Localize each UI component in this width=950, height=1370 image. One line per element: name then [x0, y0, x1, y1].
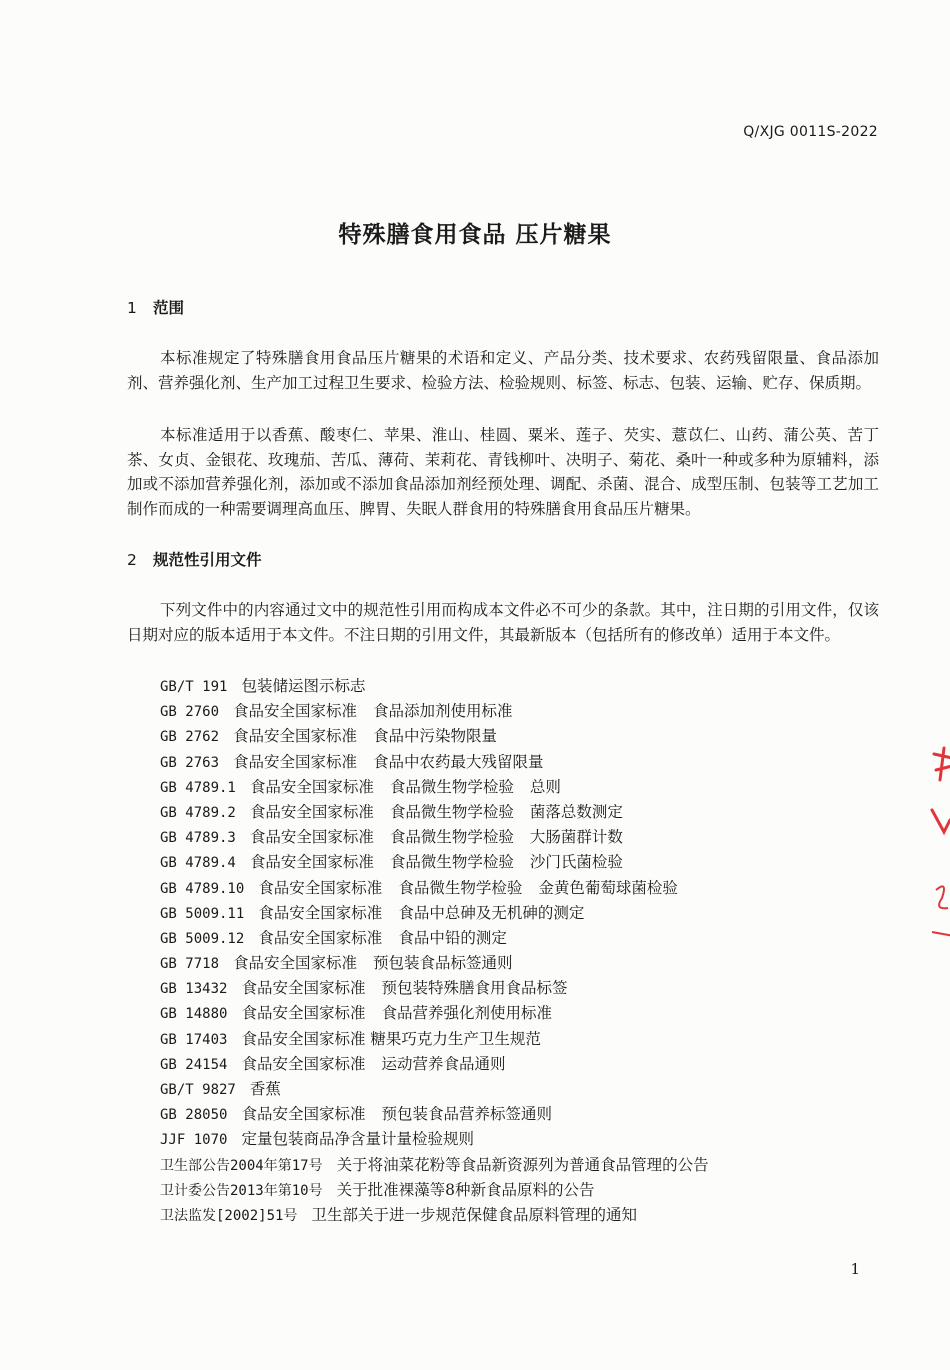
reference-title-part: 食品安全国家标准 — [241, 1054, 366, 1073]
reference-item — [160, 1027, 725, 1052]
reference-title-part: 食品安全国家标准 — [233, 702, 358, 721]
reference-title-part: 食品安全国家标准 — [233, 752, 358, 771]
reference-title-part: 食品安全国家标准 — [233, 727, 358, 746]
reference-code: JJF 1070 — [160, 1132, 228, 1149]
scope-paragraph-1: 本标准规定了特殊膳食用食品压片糖果的术语和定义、产品分类、技术要求、农药残留限量、食品添加剂、营养强化剂、生产加工过程卫生要求、检验方法、检验规则、标签、标志、包装、运输、贮存、保质期。 — [127, 349, 879, 392]
references-intro: 下列文件中的内容通过文中的规范性引用而构成本文件必不可少的条款。其中，注日期的引用文件，仅该日期对应的版本适用于本文件。不注日期的引用文件，其最新版本（包括所有的修改单）适用于本文件。 — [127, 601, 879, 644]
reference-item — [160, 674, 725, 699]
document-title: 特殊膳食用食品 压片糖果 — [338, 222, 612, 248]
reference-code: GB 4789.10 — [160, 880, 245, 897]
reference-item — [160, 951, 725, 976]
reference-code: GB 28050 — [160, 1107, 228, 1124]
reference-item — [160, 901, 725, 926]
reference-item — [160, 1203, 725, 1228]
reference-code: GB 4789.2 — [160, 804, 236, 821]
reference-item — [160, 1001, 725, 1026]
reference-title-part: 食品安全国家标准 — [249, 828, 374, 847]
reference-title-part: 食品中总砷及无机砷的测定 — [398, 903, 585, 922]
reference-title-part: 关于批准裸藻等8种新食品原料的公告 — [336, 1180, 595, 1199]
reference-title-part: 食品添加剂使用标准 — [373, 702, 513, 721]
reference-title-part: 总则 — [529, 777, 561, 796]
reference-title-part: 食品中污染物限量 — [373, 727, 498, 746]
reference-title-part: 食品安全国家标准 — [241, 979, 366, 998]
reference-title-part: 食品安全国家标准 — [241, 1105, 366, 1124]
reference-title-part: 食品安全国家标准 — [258, 903, 383, 922]
section-number: 2 — [127, 551, 137, 569]
reference-title-part: 食品安全国家标准 — [249, 853, 374, 872]
reference-title-part: 食品安全国家标准 — [258, 878, 383, 897]
reference-title-part: 食品安全国家标准 — [249, 777, 374, 796]
reference-title-part: 食品安全国家标准 — [241, 1004, 366, 1023]
reference-code: GB/T 191 — [160, 679, 228, 695]
reference-code: GB 5009.12 — [160, 930, 245, 947]
reference-title-part: 运动营养食品通则 — [381, 1054, 506, 1073]
reference-item — [160, 699, 725, 724]
reference-title-part: 食品微生物学检验 — [389, 853, 514, 872]
reference-item — [160, 1077, 725, 1102]
reference-code: 卫生部公告2004年第17号 — [160, 1157, 323, 1174]
reference-title-part: 食品安全国家标准 — [258, 928, 383, 947]
reference-item — [160, 825, 725, 850]
reference-title-part: 香蕉 — [249, 1080, 281, 1098]
reference-item — [160, 724, 725, 749]
reference-code: GB 17403 — [160, 1031, 228, 1048]
reference-title-part: 食品微生物学检验 — [398, 878, 523, 897]
reference-code: GB 7718 — [160, 956, 220, 973]
reference-code: GB 5009.11 — [160, 905, 245, 922]
reference-item — [160, 1127, 725, 1152]
reference-title-part: 菌落总数测定 — [529, 802, 623, 821]
section-heading-scope — [127, 296, 184, 318]
document-number: Q/XJG 0011S-2022 — [743, 124, 878, 140]
reference-item — [160, 1052, 725, 1077]
reference-code: GB 14880 — [160, 1006, 228, 1023]
reference-title-part: 食品中农药最大残留限量 — [373, 752, 544, 771]
reference-code: 卫法监发[2002]51号 — [160, 1207, 298, 1224]
section-number: 1 — [127, 299, 137, 317]
reference-code: GB 2763 — [160, 754, 220, 771]
reference-item — [160, 1178, 725, 1203]
reference-title-part: 食品安全国家标准 糖果巧克力生产卫生规范 — [241, 1029, 541, 1048]
reference-code: GB 24154 — [160, 1056, 228, 1073]
reference-title-part: 食品微生物学检验 — [389, 802, 514, 821]
reference-list — [160, 674, 725, 1228]
page-number: 1 — [850, 1260, 860, 1278]
reference-item — [160, 976, 725, 1001]
reference-title-part: 包装储运图示标志 — [241, 677, 366, 695]
reference-code: GB/T 9827 — [160, 1082, 236, 1098]
reference-code: GB 2760 — [160, 704, 220, 721]
reference-title-part: 食品中铅的测定 — [398, 928, 507, 947]
reference-item — [160, 775, 725, 800]
reference-title-part: 定量包装商品净含量计量检验规则 — [241, 1130, 474, 1149]
section-heading-references — [127, 548, 262, 570]
reference-code: 卫计委公告2013年第10号 — [160, 1182, 323, 1199]
reference-item — [160, 926, 725, 951]
reference-item — [160, 800, 725, 825]
reference-title-part: 预包装特殊膳食用食品标签 — [381, 979, 568, 998]
reference-item — [160, 1102, 725, 1127]
reference-title-part: 食品微生物学检验 — [389, 828, 514, 847]
reference-code: GB 13432 — [160, 981, 228, 998]
reference-item — [160, 876, 725, 901]
reference-title-part: 卫生部关于进一步规范保健食品原料管理的通知 — [311, 1205, 637, 1224]
reference-title-part: 预包装食品营养标签通则 — [381, 1105, 552, 1124]
reference-code: GB 4789.3 — [160, 830, 236, 847]
reference-code: GB 2762 — [160, 729, 220, 746]
seal-stamp-icon — [922, 740, 950, 940]
reference-item — [160, 1153, 725, 1178]
reference-item — [160, 750, 725, 775]
reference-title-part: 食品安全国家标准 — [249, 802, 374, 821]
reference-title-part: 金黄色葡萄球菌检验 — [538, 878, 678, 897]
reference-title-part: 预包装食品标签通则 — [373, 954, 513, 973]
reference-title-part: 食品微生物学检验 — [389, 777, 514, 796]
section-title: 规范性引用文件 — [153, 551, 262, 569]
reference-title-part: 食品安全国家标准 — [233, 954, 358, 973]
reference-item — [160, 850, 725, 875]
reference-title-part: 食品营养强化剂使用标准 — [381, 1004, 552, 1023]
reference-title-part: 沙门氏菌检验 — [529, 853, 623, 872]
reference-code: GB 4789.1 — [160, 779, 236, 796]
scope-paragraph-2: 本标准适用于以香蕉、酸枣仁、苹果、淮山、桂圆、粟米、莲子、芡实、薏苡仁、山药、蒲公英、苦丁茶、女贞、金银花、玫瑰茄、苦瓜、薄荷、茉莉花、青钱柳叶、决明子、菊花、桑叶一种或多种为原辅料，添加或不添加营养强化剂，添加或不添加食品添加剂经预处理、调配、杀菌、混合、成型压制、包装等工艺加工制作而成的一种需要调理高血压、脾胃、失眠人群食用的特殊膳食用食品压片糖果。 — [127, 426, 879, 518]
reference-code: GB 4789.4 — [160, 855, 236, 872]
reference-title-part: 大肠菌群计数 — [529, 828, 623, 847]
section-title: 范围 — [153, 299, 185, 317]
reference-title-part: 关于将油菜花粉等食品新资源列为普通食品管理的公告 — [336, 1155, 709, 1174]
